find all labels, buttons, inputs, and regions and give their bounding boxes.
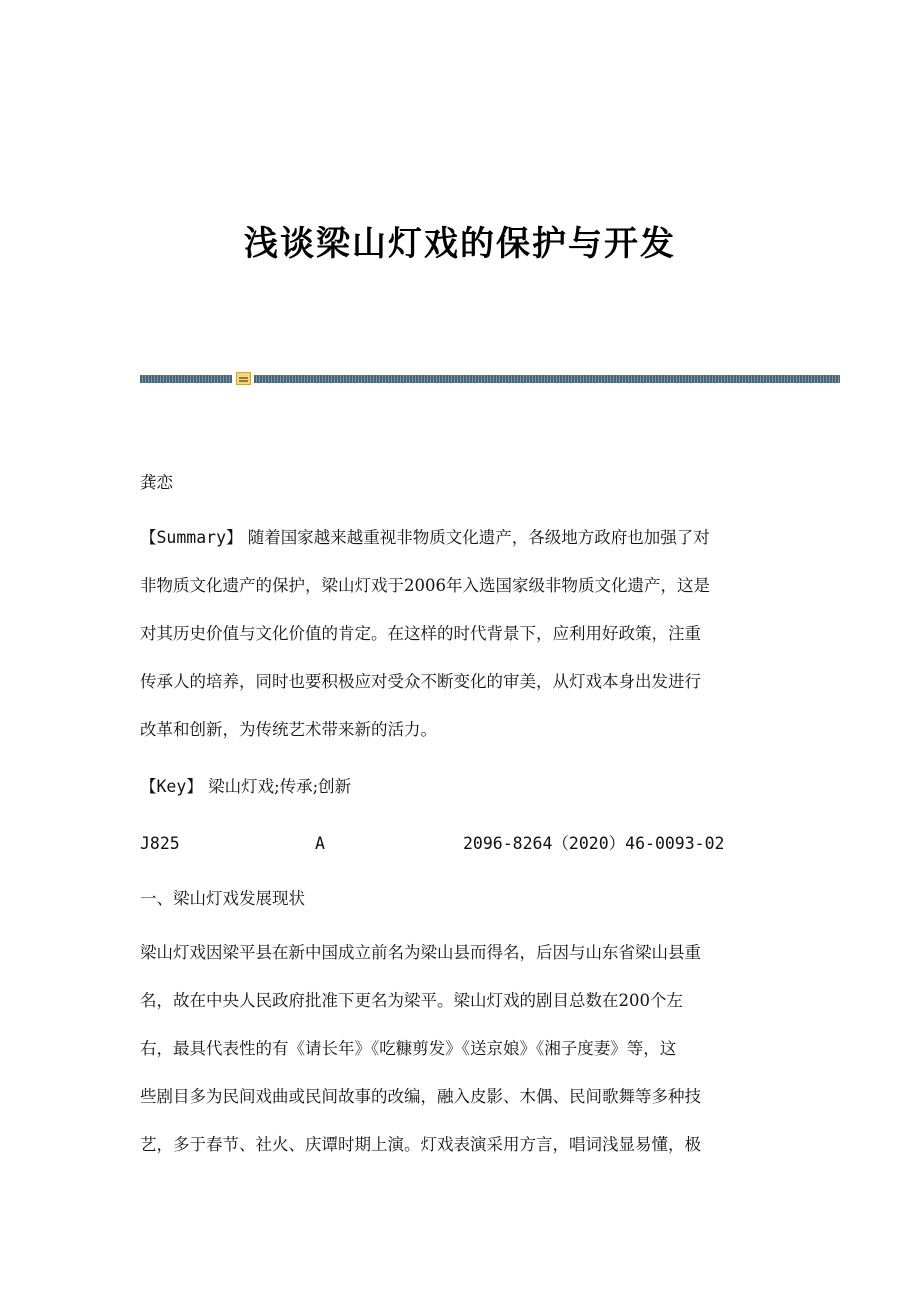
summary-line: 对其历史价值与文化价值的肯定。在这样的时代背景下，应利用好政策，注重	[140, 624, 701, 643]
divider-right-bar	[254, 375, 840, 383]
divider-left-bar	[140, 375, 232, 383]
author-name: 龚恋	[140, 473, 173, 492]
keywords-label: 【Key】	[140, 777, 203, 796]
keywords-line	[140, 776, 351, 798]
document-code: A	[315, 834, 325, 853]
summary-line: 改革和创新，为传统艺术带来新的活力。	[140, 720, 437, 739]
article-id: 2096-8264（2020）46-0093-02	[463, 834, 725, 853]
summary-paragraph	[140, 514, 785, 754]
title-divider	[140, 375, 840, 383]
clc-code: J825	[140, 834, 180, 853]
body-paragraph	[140, 929, 785, 1169]
summary-line: 非物质文化遗产的保护，梁山灯戏于2006年入选国家级非物质文化遗产，这是	[140, 576, 710, 595]
keywords-text: 梁山灯戏;传承;创新	[208, 777, 352, 796]
document-title: 浅谈梁山灯戏的保护与开发	[244, 224, 676, 264]
body-line: 些剧目多为民间戏曲或民间故事的改编，融入皮影、木偶、民间歌舞等多种技	[140, 1087, 701, 1106]
body-line: 梁山灯戏因梁平县在新中国成立前名为梁山县而得名，后因与山东省梁山县重	[140, 943, 701, 962]
summary-label: 【Summary】	[140, 528, 243, 547]
body-line: 名，故在中央人民政府批准下更名为梁平。梁山灯戏的剧目总数在200个左	[140, 991, 683, 1010]
summary-line: 【Summary】 随着国家越来越重视非物质文化遗产，各级地方政府也加强了对	[140, 528, 710, 547]
body-line: 右，最具代表性的有《请长年》《吃糠剪发》《送京娘》《湘子度妻》等，这	[140, 1039, 677, 1058]
section-heading: 一、梁山灯戏发展现状	[140, 889, 305, 908]
summary-line: 传承人的培养，同时也要积极应对受众不断变化的审美，从灯戏本身出发进行	[140, 672, 701, 691]
body-line: 艺，多于春节、社火、庆谭时期上演。灯戏表演采用方言，唱词浅显易懂，极	[140, 1135, 701, 1154]
divider-ornament-icon	[236, 372, 251, 385]
